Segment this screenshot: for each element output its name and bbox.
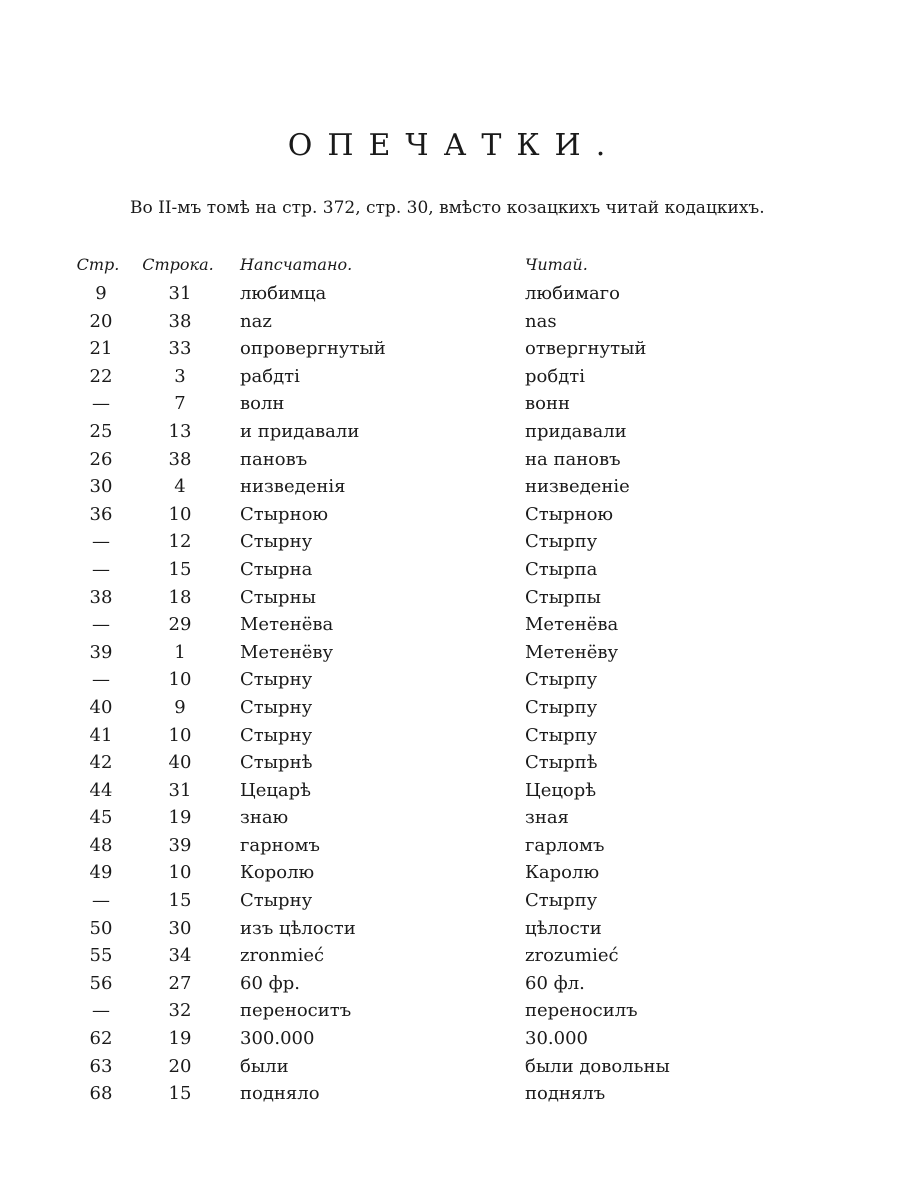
row-page: 50 — [89, 917, 113, 939]
row-read: Метенёва — [525, 614, 619, 636]
row-line: 15 — [168, 1083, 192, 1105]
row-read: 60 фл. — [525, 972, 585, 994]
row-line: 15 — [168, 558, 192, 580]
row-printed: zronmieć — [240, 945, 325, 967]
row-printed: Стырнѣ — [240, 752, 313, 774]
row-printed: изъ цѣлости — [240, 917, 356, 939]
table-row — [0, 722, 900, 750]
row-printed: Цецарѣ — [240, 779, 312, 801]
errata-table — [0, 250, 900, 1108]
table-body — [0, 280, 900, 1108]
row-page: 25 — [89, 420, 113, 442]
row-page: 68 — [89, 1083, 113, 1105]
row-page: 55 — [89, 945, 113, 967]
row-read: поднялъ — [525, 1083, 606, 1105]
table-row — [0, 1025, 900, 1053]
table-row — [0, 970, 900, 998]
row-read: Стырпы — [525, 586, 601, 608]
row-page: 40 — [89, 696, 113, 718]
table-row — [0, 308, 900, 336]
table-row — [0, 280, 900, 308]
row-read: Метенёву — [525, 641, 619, 663]
row-printed: переноситъ — [240, 1000, 352, 1022]
row-page: — — [92, 393, 110, 415]
row-line: 4 — [174, 476, 186, 498]
row-line: 39 — [168, 834, 192, 856]
row-line: 1 — [174, 641, 186, 663]
row-printed: любимца — [240, 283, 327, 304]
row-printed: Стырною — [240, 503, 329, 525]
row-page: 38 — [89, 586, 113, 608]
errata-note: Во II-мъ томѣ на стр. 372, стр. 30, вмѣсто козацкихъ читай кодацкихъ. — [130, 198, 765, 218]
row-read: переносилъ — [525, 1000, 638, 1022]
row-read: Цецорѣ — [525, 779, 597, 801]
table-row — [0, 804, 900, 832]
row-line: 10 — [168, 503, 192, 525]
header-page: Стр. — [76, 255, 120, 274]
row-page: 9 — [95, 283, 107, 304]
row-page: — — [92, 614, 110, 636]
table-row — [0, 694, 900, 722]
header-read: Читай. — [525, 255, 588, 274]
table-row — [0, 942, 900, 970]
row-page: 42 — [89, 752, 113, 774]
row-printed: низведенія — [240, 476, 346, 498]
row-page: 36 — [89, 503, 113, 525]
row-read: Стырпѣ — [525, 752, 598, 774]
table-row — [0, 584, 900, 612]
row-line: 29 — [168, 614, 192, 636]
table-row — [0, 1080, 900, 1108]
table-row — [0, 915, 900, 943]
row-printed: волн — [240, 393, 285, 415]
row-printed: Метенёву — [240, 641, 334, 663]
row-page: 62 — [89, 1028, 113, 1050]
row-page: 63 — [89, 1055, 113, 1077]
row-line: 38 — [168, 448, 192, 470]
table-row — [0, 887, 900, 915]
table-row — [0, 639, 900, 667]
row-line: 12 — [168, 531, 192, 553]
row-line: 19 — [168, 807, 192, 829]
row-read: Стырпу — [525, 724, 598, 746]
table-row — [0, 335, 900, 363]
table-row — [0, 501, 900, 529]
row-line: 3 — [174, 365, 186, 387]
row-read: Стырпа — [525, 558, 598, 580]
table-row — [0, 832, 900, 860]
row-read: были довольны — [525, 1055, 670, 1077]
row-page: 49 — [89, 862, 113, 884]
row-printed: Стырну — [240, 531, 313, 553]
row-printed: Стырну — [240, 890, 313, 912]
row-printed: Стырны — [240, 586, 316, 608]
table-row — [0, 418, 900, 446]
table-header — [0, 250, 900, 280]
row-line: 7 — [174, 393, 186, 415]
row-page: 41 — [89, 724, 113, 746]
row-line: 40 — [168, 752, 192, 774]
table-row — [0, 777, 900, 805]
row-line: 13 — [168, 420, 192, 442]
header-printed: Напсчатано. — [240, 255, 353, 274]
table-row — [0, 446, 900, 474]
table-row — [0, 666, 900, 694]
row-printed: знаю — [240, 807, 289, 829]
row-line: 10 — [168, 724, 192, 746]
row-page: 45 — [89, 807, 113, 829]
row-read: zrozumieć — [525, 945, 619, 967]
table-row — [0, 473, 900, 501]
row-read: гарломъ — [525, 834, 605, 856]
row-printed: и придавали — [240, 420, 360, 442]
row-read: робдті — [525, 365, 585, 387]
header-line: Строка. — [142, 255, 214, 274]
row-printed: Стырну — [240, 724, 313, 746]
row-printed: 300.000 — [240, 1028, 315, 1050]
table-row — [0, 363, 900, 391]
row-page: 26 — [89, 448, 113, 470]
row-line: 34 — [168, 945, 192, 967]
row-page: 48 — [89, 834, 113, 856]
row-page: 22 — [89, 365, 113, 387]
row-page: 56 — [89, 972, 113, 994]
table-row — [0, 997, 900, 1025]
row-line: 30 — [168, 917, 192, 939]
row-read: Стырпу — [525, 890, 598, 912]
row-line: 33 — [168, 338, 192, 360]
row-page: 30 — [89, 476, 113, 498]
table-row — [0, 390, 900, 418]
row-read: отвергнутый — [525, 338, 647, 360]
row-page: — — [92, 669, 110, 691]
row-line: 32 — [168, 1000, 192, 1022]
row-printed: подняло — [240, 1083, 320, 1105]
table-row — [0, 556, 900, 584]
row-page: 44 — [89, 779, 113, 801]
page-title: ОПЕЧАТКИ. — [287, 128, 621, 163]
row-read: Стырпу — [525, 696, 598, 718]
row-page: 39 — [89, 641, 113, 663]
row-line: 18 — [168, 586, 192, 608]
row-line: 31 — [168, 283, 192, 304]
row-line: 31 — [168, 779, 192, 801]
row-line: 10 — [168, 669, 192, 691]
table-row — [0, 859, 900, 887]
row-line: 15 — [168, 890, 192, 912]
row-read: цѣлости — [525, 917, 602, 939]
row-read: Стырпу — [525, 531, 598, 553]
row-printed: опровергнутый — [240, 338, 386, 360]
row-read: на пановъ — [525, 448, 621, 470]
row-line: 9 — [174, 696, 186, 718]
row-printed: Стырну — [240, 696, 313, 718]
row-line: 20 — [168, 1055, 192, 1077]
row-read: Стырпу — [525, 669, 598, 691]
row-page: — — [92, 1000, 110, 1022]
row-read: вонн — [525, 393, 570, 415]
table-row — [0, 528, 900, 556]
row-read: Каролю — [525, 862, 600, 884]
row-read: низведеніе — [525, 476, 630, 498]
row-page: 21 — [89, 338, 113, 360]
row-printed: 60 фр. — [240, 972, 300, 994]
row-page: 20 — [89, 310, 113, 332]
row-line: 10 — [168, 862, 192, 884]
row-printed: naz — [240, 310, 272, 332]
table-row — [0, 611, 900, 639]
row-printed: рабдті — [240, 365, 300, 387]
row-printed: Королю — [240, 862, 315, 884]
row-printed: пановъ — [240, 448, 308, 470]
row-printed: были — [240, 1055, 289, 1077]
row-read: 30.000 — [525, 1028, 588, 1050]
row-printed: гарномъ — [240, 834, 320, 856]
row-read: nas — [525, 310, 557, 332]
table-row — [0, 1053, 900, 1081]
row-line: 27 — [168, 972, 192, 994]
row-page: — — [92, 558, 110, 580]
row-read: придавали — [525, 420, 627, 442]
row-page: — — [92, 531, 110, 553]
table-row — [0, 749, 900, 777]
row-page: — — [92, 890, 110, 912]
row-read: зная — [525, 807, 569, 829]
row-printed: Стырна — [240, 558, 313, 580]
row-printed: Стырну — [240, 669, 313, 691]
row-read: любимаго — [525, 283, 620, 304]
row-read: Стырною — [525, 503, 614, 525]
row-line: 38 — [168, 310, 192, 332]
row-line: 19 — [168, 1028, 192, 1050]
row-printed: Метенёва — [240, 614, 334, 636]
